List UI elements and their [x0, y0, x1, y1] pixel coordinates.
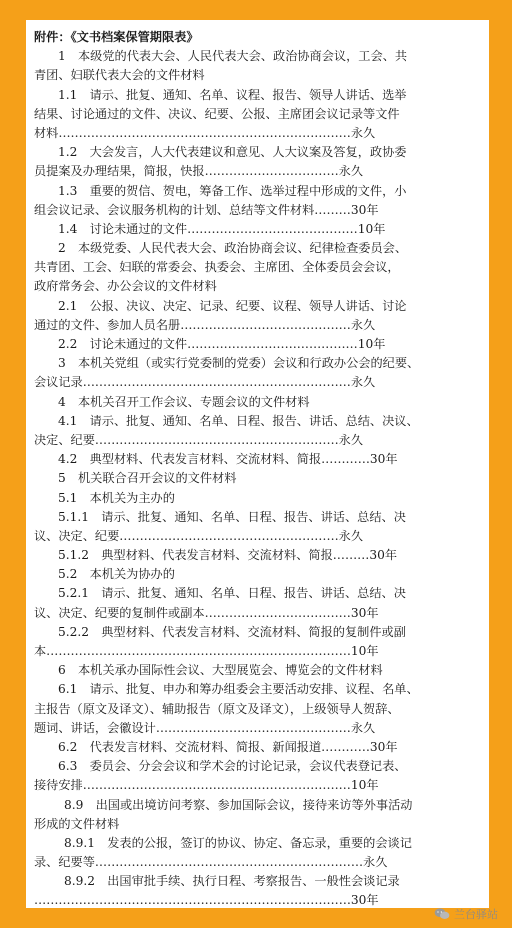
document-line: 6.2 代表发言材料、交流材料、简报、新闻报道…………30年	[58, 739, 398, 754]
document-line: 形成的文件材料	[34, 816, 120, 831]
document-line: 1.1 请示、批复、通知、名单、议程、报告、领导人讲话、选举	[58, 87, 407, 102]
document-line: 8.9.1 发表的公报，签订的协议、协定、备忘录，重要的会谈记	[64, 835, 412, 850]
document-line: 共青团、工会、妇联的常委会、执委会、主席团、全体委员会会议，	[34, 260, 400, 275]
watermark	[434, 906, 498, 922]
document-line: 录、纪要等…………………………………………………………永久	[34, 855, 388, 870]
document-line: 2 本级党委、人民代表大会、政治协商会议、纪律检查委员会、	[58, 241, 408, 256]
document-line: 1.2 大会发言，人大代表建议和意见、人大议案及答复，政协委	[58, 145, 407, 160]
document-line: 6.1 请示、批复、申办和筹办组委会主要活动安排、议程、名单、	[58, 682, 419, 697]
document-line: 1.4 讨论未通过的文件……………………………………10年	[58, 221, 386, 236]
document-line: 通过的文件、参加人员名册……………………………………永久	[34, 317, 376, 332]
document-line: 青团、妇联代表大会的文件材料	[34, 68, 205, 83]
document-line: 组会议记录、会议服务机构的计划、总结等文件材料………30年	[34, 202, 379, 217]
document-line: 5 机关联合召开会议的文件材料	[58, 471, 237, 486]
document-line: 5.2.1 请示、批复、通知、名单、日程、报告、讲话、总结、决	[58, 586, 406, 601]
watermark-text: 兰台驿站	[454, 908, 498, 921]
document-line: 题词、讲话，会徽设计…………………………………………永久	[34, 720, 376, 735]
document-line: 5.2.2 典型材料、代表发言材料、交流材料、简报的复制件或副	[58, 624, 406, 639]
document-content	[34, 28, 483, 908]
document-page	[26, 20, 489, 908]
document-line: 员提案及办理结果，简报，快报……………………………永久	[34, 164, 364, 179]
document-line: 4.1 请示、批复、通知、名单、日程、报告、讲话、总结、决议、	[58, 413, 419, 428]
document-title: 附件：《文书档案保管期限表》	[34, 30, 199, 44]
document-line: 2.2 讨论未通过的文件……………………………………10年	[58, 337, 386, 351]
document-line: 1 本级党的代表大会、人民代表大会、政治协商会议，工会、共	[58, 49, 408, 64]
document-line: 材料………………………………………………………………永久	[34, 125, 376, 140]
document-line: 1.3 重要的贺信、贺电，筹备工作、选举过程中形成的文件，小	[58, 183, 407, 198]
document-line: 5.1.2 典型材料、代表发言材料、交流材料、简报………30年	[58, 548, 398, 563]
document-line: 4.2 典型材料、代表发言材料、交流材料、简报…………30年	[58, 452, 398, 467]
document-line: 政府常务会、办公会议的文件材料	[34, 279, 217, 294]
document-line: 2.1 公报、决议、决定、记录、纪要、议程、领导人讲话、讨论	[58, 298, 407, 313]
document-line: 会议记录…………………………………………………………永久	[34, 375, 376, 390]
document-line: 8.9.2 出国审批手续、执行日程、考察报告、一般性会谈记录	[64, 874, 400, 889]
document-line: 本…………………………………………………………………10年	[34, 644, 379, 658]
wechat-icon	[434, 908, 450, 920]
document-line: 6 本机关承办国际性会议、大型展览会、博览会的文件材料	[58, 663, 383, 678]
document-line: 6.3 委员会、分会会议和学术会的讨论记录，会议代表登记表、	[58, 759, 407, 774]
document-line: 5.2 本机关为协办的	[58, 567, 175, 582]
document-line: 8.9 出国或出境访问考察、参加国际会议，接待来访等外事活动	[64, 797, 413, 812]
document-line: 5.1.1 请示、批复、通知、名单、日程、报告、讲话、总结、决	[58, 509, 406, 524]
document-line: 决定、纪要……………………………………………………永久	[34, 432, 364, 447]
document-line: 结果、讨论通过的文件、决议、纪要、公报、主席团会议记录等文件	[34, 106, 400, 121]
document-line: ……………………………………………………………………30年	[34, 893, 379, 908]
document-line: 3 本机关党组（或实行党委制的党委）会议和行政办公会的纪要、	[58, 356, 420, 371]
document-line: 议、决定、纪要的复制件或副本………………………………30年	[34, 605, 379, 620]
document-line: 5.1 本机关为主办的	[58, 490, 175, 505]
document-line: 4 本机关召开工作会议、专题会议的文件材料	[58, 394, 310, 409]
document-line: 主报告（原文及译文）、辅助报告（原文及译文），上级领导人贺辞、	[34, 701, 400, 716]
document-line: 接待安排…………………………………………………………10年	[34, 778, 379, 793]
document-line: 议、决定、纪要………………………………………………永久	[34, 528, 364, 543]
